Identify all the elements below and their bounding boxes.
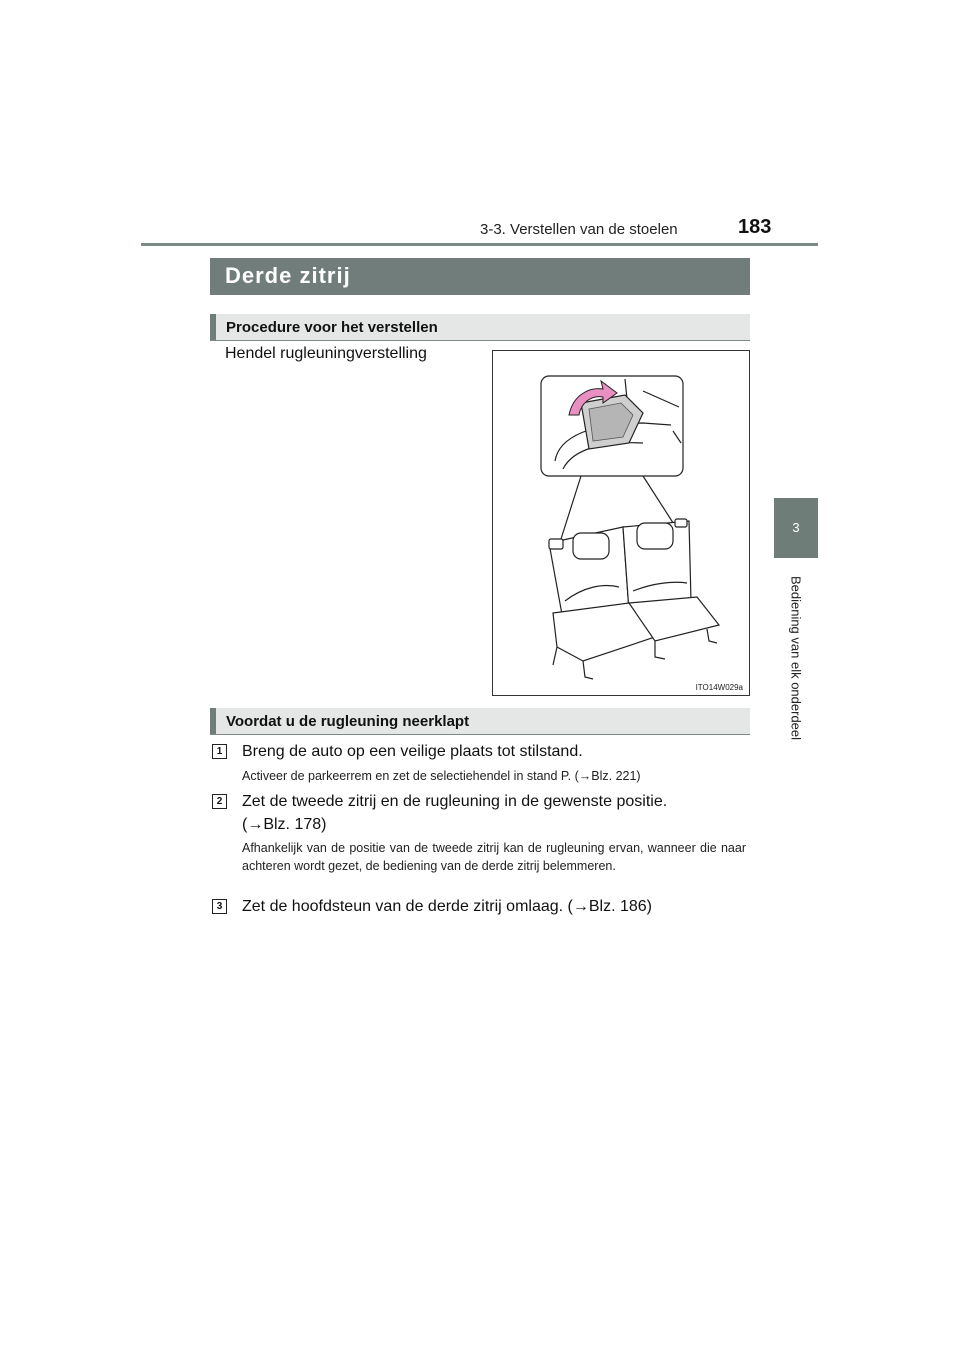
step-note-2: Afhankelijk van de positie van de tweede zitrij kan de rugleuning ervan, wanneer die naar achteren wordt gezet, de bediening van de derde zitrij belemmeren. <box>242 841 746 873</box>
step-text-3: Zet de hoofdsteun van de derde zitrij omlaag. (→Blz. 186) <box>242 898 652 915</box>
figure-caption: Hendel rugleuningverstelling <box>225 345 427 362</box>
subheading-procedure-label: Procedure voor het verstellen <box>226 319 438 336</box>
section-title-bar <box>210 258 750 295</box>
step-note-1: Activeer de parkeerrem en zet de selectiehendel in stand P. (→Blz. 221) <box>242 769 641 783</box>
third-row-seat-icon <box>549 519 719 679</box>
subheading-accent <box>210 708 216 734</box>
step-text-2: Zet de tweede zitrij en de rugleuning in de gewenste positie. (→Blz. 178) <box>242 793 668 833</box>
seat-illustration <box>492 350 750 696</box>
step-number-1: 1 <box>212 744 227 759</box>
seat-illustration-drawing <box>493 351 749 695</box>
chapter-tab: 3 <box>774 498 818 558</box>
step-text-1: Breng de auto op een veilige plaats tot stilstand. <box>242 743 583 760</box>
page-number: 183 <box>738 216 772 238</box>
running-header-section: 3-3. Verstellen van de stoelen <box>480 221 678 238</box>
subheading-accent <box>210 314 216 340</box>
figure-code: ITO14W029a <box>695 683 743 692</box>
subheading-before-folding <box>210 708 750 735</box>
section-title: Derde zitrij <box>225 263 351 288</box>
header-divider <box>141 243 818 246</box>
step-number-3: 3 <box>212 899 227 914</box>
subheading-before-folding-label: Voordat u de rugleuning neerklapt <box>226 713 470 730</box>
chapter-title: Bediening van elk onderdeel <box>788 575 804 741</box>
step-number-2: 2 <box>212 794 227 809</box>
subheading-procedure <box>210 314 750 341</box>
